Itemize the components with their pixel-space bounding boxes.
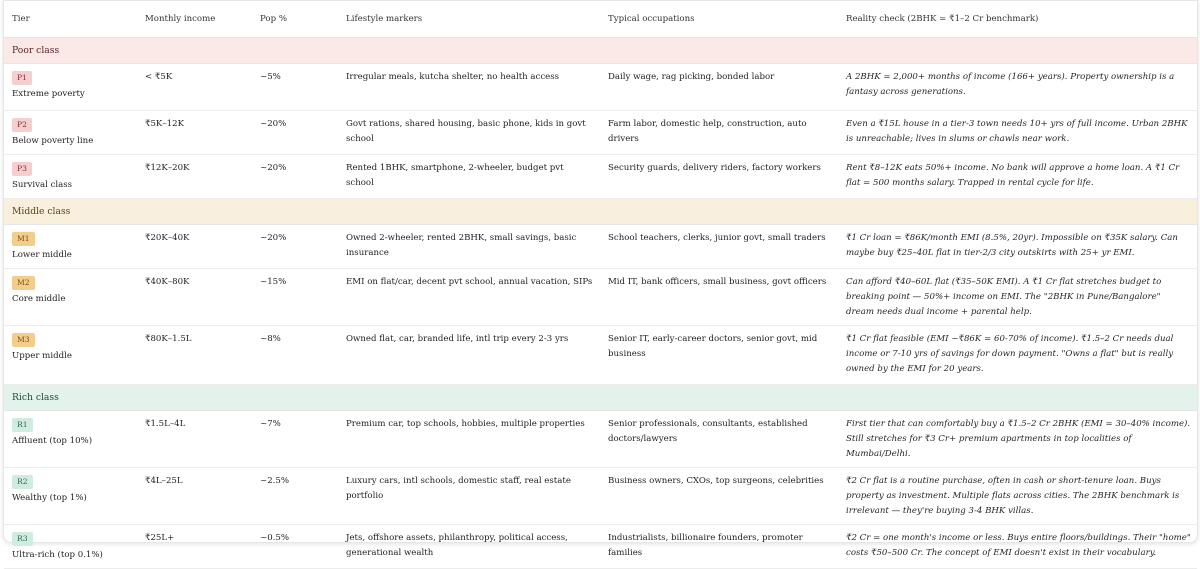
occupations-cell: Industrialists, billionaire founders, promoter families: [600, 525, 838, 569]
pop-cell: ~7%: [252, 411, 338, 468]
pop-cell: ~20%: [252, 155, 338, 199]
lifestyle-cell: Owned flat, car, branded life, intl trip every 2-3 yrs: [338, 326, 600, 385]
occupations-cell: School teachers, clerks, junior govt, small traders: [600, 225, 838, 269]
reality-cell: ₹2 Cr flat is a routine purchase, often in cash or short-tenure loan. Buys property as investment. Multiple flats across cities. The 2BHK benchmark is irrelevant — they're buying 3-4 BHK villas.: [838, 468, 1197, 525]
tier-name: Core middle: [12, 294, 66, 304]
tier-name: Extreme poverty: [12, 89, 85, 99]
reality-cell: Rent ₹8–12K eats 50%+ income. No bank will approve a home loan. A ₹1 Cr flat = 500 months salary. Trapped in rental cycle for life.: [838, 155, 1197, 199]
lifestyle-cell: Owned 2-wheeler, rented 2BHK, small savings, basic insurance: [338, 225, 600, 269]
income-cell: < ₹5K: [137, 64, 252, 111]
tier-cell: [4, 411, 137, 468]
tier-cell: [4, 155, 137, 199]
table-row: [4, 225, 1197, 269]
lifestyle-cell: Jets, offshore assets, philanthropy, political access, generational wealth: [338, 525, 600, 569]
tier-name: Wealthy (top 1%): [12, 493, 87, 503]
section-row-poor: [4, 38, 1197, 64]
section-label-middle: Middle class: [4, 199, 1197, 225]
table-row: [4, 111, 1197, 155]
section-label-poor: Poor class: [4, 38, 1197, 64]
pop-cell: ~20%: [252, 111, 338, 155]
lifestyle-cell: Rented 1BHK, smartphone, 2-wheeler, budget pvt school: [338, 155, 600, 199]
section-row-rich: [4, 385, 1197, 411]
income-cell: ₹80K–1.5L: [137, 326, 252, 385]
lifestyle-cell: Irregular meals, kutcha shelter, no health access: [338, 64, 600, 111]
header-monthly-income: Monthly income: [137, 1, 252, 38]
occupations-cell: Business owners, CXOs, top surgeons, celebrities: [600, 468, 838, 525]
income-tier-table: [4, 1, 1197, 569]
tier-table-card: [3, 0, 1198, 560]
tier-name: Upper middle: [12, 351, 72, 361]
lifestyle-cell: Govt rations, shared housing, basic phone, kids in govt school: [338, 111, 600, 155]
tier-badge: M2: [12, 276, 35, 290]
header-typical-occupations: Typical occupations: [600, 1, 838, 38]
reality-cell: A 2BHK = 2,000+ months of income (166+ years). Property ownership is a fantasy across generations.: [838, 64, 1197, 111]
table-header-row: [4, 1, 1197, 38]
tier-cell: [4, 64, 137, 111]
tier-badge: R1: [12, 418, 33, 432]
pop-cell: ~15%: [252, 269, 338, 326]
header-pop-percent: Pop %: [252, 1, 338, 38]
reality-cell: First tier that can comfortably buy a ₹1.5–2 Cr 2BHK (EMI = 30–40% income). Still stretches for ₹3 Cr+ premium apartments in top localities of Mumbai/Delhi.: [838, 411, 1197, 468]
header-lifestyle-markers: Lifestyle markers: [338, 1, 600, 38]
occupations-cell: Mid IT, bank officers, small business, govt officers: [600, 269, 838, 326]
lifestyle-cell: EMI on flat/car, decent pvt school, annual vacation, SIPs: [338, 269, 600, 326]
income-cell: ₹25L+: [137, 525, 252, 569]
tier-badge: M3: [12, 333, 35, 347]
occupations-cell: Security guards, delivery riders, factory workers: [600, 155, 838, 199]
tier-cell: [4, 269, 137, 326]
tier-badge: R2: [12, 475, 33, 489]
tier-name: Ultra-rich (top 0.1%): [12, 550, 103, 560]
income-cell: ₹40K–80K: [137, 269, 252, 326]
income-cell: ₹1.5L–4L: [137, 411, 252, 468]
pop-cell: ~2.5%: [252, 468, 338, 525]
table-row: [4, 326, 1197, 385]
table-row: [4, 468, 1197, 525]
reality-cell: Can afford ₹40–60L flat (₹35–50K EMI). A ₹1 Cr flat stretches budget to breaking point — 50%+ income on EMI. The "2BHK in Pune/Bangalore" dream needs dual income + parental help.: [838, 269, 1197, 326]
pop-cell: ~8%: [252, 326, 338, 385]
section-label-rich: Rich class: [4, 385, 1197, 411]
reality-cell: ₹2 Cr = one month's income or less. Buys entire floors/buildings. Their "home" costs ₹50–500 Cr. The concept of EMI doesn't exist in their vocabulary.: [838, 525, 1197, 569]
table-row: [4, 64, 1197, 111]
income-cell: ₹20K–40K: [137, 225, 252, 269]
tier-name: Affluent (top 10%): [12, 436, 93, 446]
income-cell: ₹4L–25L: [137, 468, 252, 525]
tier-name: Below poverty line: [12, 136, 94, 146]
income-cell: ₹5K–12K: [137, 111, 252, 155]
tier-name: Survival class: [12, 180, 73, 190]
tier-badge: R3: [12, 532, 33, 546]
occupations-cell: Senior IT, early-career doctors, senior govt, mid business: [600, 326, 838, 385]
tier-name: Lower middle: [12, 250, 72, 260]
pop-cell: ~0.5%: [252, 525, 338, 569]
tier-badge: M1: [12, 232, 35, 246]
occupations-cell: Farm labor, domestic help, construction, auto drivers: [600, 111, 838, 155]
table-row: [4, 155, 1197, 199]
reality-cell: ₹1 Cr loan = ₹86K/month EMI (8.5%, 20yr). Impossible on ₹35K salary. Can maybe buy ₹25–40L flat in tier-2/3 city outskirts with 25+ yr EMI.: [838, 225, 1197, 269]
tier-cell: [4, 468, 137, 525]
tier-cell: [4, 225, 137, 269]
occupations-cell: Senior professionals, consultants, established doctors/lawyers: [600, 411, 838, 468]
section-row-middle: [4, 199, 1197, 225]
header-reality-check: Reality check (2BHK = ₹1–2 Cr benchmark): [838, 1, 1197, 38]
table-row: [4, 525, 1197, 569]
tier-badge: P1: [12, 71, 32, 85]
reality-cell: ₹1 Cr flat feasible (EMI ~₹86K = 60-70% of income). ₹1.5–2 Cr needs dual income or 7-10 yrs of savings for down payment. "Owns a flat" but is really owned by the EMI for 20 years.: [838, 326, 1197, 385]
table-row: [4, 269, 1197, 326]
tier-badge: P3: [12, 162, 32, 176]
reality-cell: Even a ₹15L house in a tier-3 town needs 10+ yrs of full income. Urban 2BHK is unreachable; lives in slums or chawls near work.: [838, 111, 1197, 155]
tier-cell: [4, 525, 137, 569]
pop-cell: ~5%: [252, 64, 338, 111]
occupations-cell: Daily wage, rag picking, bonded labor: [600, 64, 838, 111]
tier-cell: [4, 326, 137, 385]
lifestyle-cell: Luxury cars, intl schools, domestic staff, real estate portfolio: [338, 468, 600, 525]
tier-cell: [4, 111, 137, 155]
table-row: [4, 411, 1197, 468]
lifestyle-cell: Premium car, top schools, hobbies, multiple properties: [338, 411, 600, 468]
header-tier: Tier: [4, 1, 137, 38]
tier-badge: P2: [12, 118, 32, 132]
income-cell: ₹12K–20K: [137, 155, 252, 199]
pop-cell: ~20%: [252, 225, 338, 269]
